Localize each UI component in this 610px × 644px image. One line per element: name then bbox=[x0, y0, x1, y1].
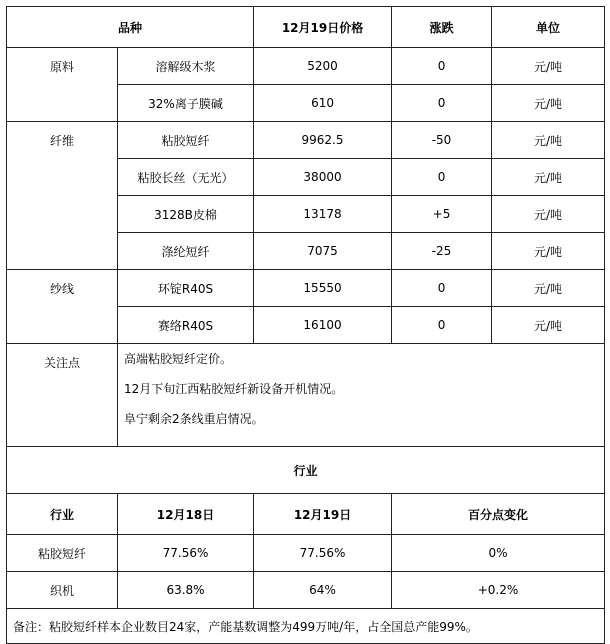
rate-change: 0% bbox=[392, 535, 605, 572]
header-unit: 单位 bbox=[492, 7, 605, 48]
category-raw-material: 原料 bbox=[7, 48, 118, 122]
category-fiber: 纤维 bbox=[7, 122, 118, 270]
header-price: 12月19日价格 bbox=[254, 7, 392, 48]
price-value: 610 bbox=[254, 85, 392, 122]
variety-name: 粘胶长丝（无光） bbox=[118, 159, 254, 196]
header-dec19: 12月19日 bbox=[254, 494, 392, 535]
unit-value: 元/吨 bbox=[492, 85, 605, 122]
table-row bbox=[7, 572, 605, 609]
unit-value: 元/吨 bbox=[492, 233, 605, 270]
industry-section-title: 行业 bbox=[7, 447, 605, 494]
price-value: 7075 bbox=[254, 233, 392, 270]
price-value: 15550 bbox=[254, 270, 392, 307]
header-change: 涨跌 bbox=[392, 7, 492, 48]
price-header-row bbox=[7, 7, 605, 48]
rate-dec18: 63.8% bbox=[118, 572, 254, 609]
price-value: 38000 bbox=[254, 159, 392, 196]
category-yarn: 纱线 bbox=[7, 270, 118, 344]
focus-note: 高端粘胶短纤定价。 bbox=[124, 352, 233, 366]
rate-dec19: 64% bbox=[254, 572, 392, 609]
note-row bbox=[7, 609, 605, 644]
change-value: 0 bbox=[392, 159, 492, 196]
unit-value: 元/吨 bbox=[492, 307, 605, 344]
change-value: 0 bbox=[392, 85, 492, 122]
unit-value: 元/吨 bbox=[492, 122, 605, 159]
price-value: 9962.5 bbox=[254, 122, 392, 159]
change-value: 0 bbox=[392, 270, 492, 307]
price-value: 13178 bbox=[254, 196, 392, 233]
price-value: 5200 bbox=[254, 48, 392, 85]
unit-value: 元/吨 bbox=[492, 48, 605, 85]
table-row bbox=[7, 270, 605, 307]
industry-header-row bbox=[7, 494, 605, 535]
table-row bbox=[7, 122, 605, 159]
price-report bbox=[6, 6, 604, 644]
table-row bbox=[7, 48, 605, 85]
change-value: 0 bbox=[392, 307, 492, 344]
header-industry: 行业 bbox=[7, 494, 118, 535]
change-value: -25 bbox=[392, 233, 492, 270]
focus-label: 关注点 bbox=[7, 344, 118, 447]
variety-name: 环锭R40S bbox=[118, 270, 254, 307]
rate-dec19: 77.56% bbox=[254, 535, 392, 572]
change-value: -50 bbox=[392, 122, 492, 159]
variety-name: 粘胶短纤 bbox=[118, 122, 254, 159]
variety-name: 溶解级木浆 bbox=[118, 48, 254, 85]
change-value: +5 bbox=[392, 196, 492, 233]
variety-name: 32%离子膜碱 bbox=[118, 85, 254, 122]
header-pct-change: 百分点变化 bbox=[392, 494, 605, 535]
variety-name: 涤纶短纤 bbox=[118, 233, 254, 270]
focus-note: 阜宁剩余2条线重启情况。 bbox=[124, 412, 264, 426]
focus-note: 12月下旬江西粘胶短纤新设备开机情况。 bbox=[124, 382, 344, 396]
industry-section-row bbox=[7, 447, 605, 494]
header-dec18: 12月18日 bbox=[118, 494, 254, 535]
focus-notes bbox=[118, 344, 605, 447]
price-table bbox=[6, 6, 605, 644]
rate-dec18: 77.56% bbox=[118, 535, 254, 572]
price-value: 16100 bbox=[254, 307, 392, 344]
table-row bbox=[7, 535, 605, 572]
unit-value: 元/吨 bbox=[492, 270, 605, 307]
footnote: 备注：粘胶短纤样本企业数目24家，产能基数调整为499万吨/年，占全国总产能99%。 bbox=[7, 609, 605, 644]
industry-name: 粘胶短纤 bbox=[7, 535, 118, 572]
variety-name: 赛络R40S bbox=[118, 307, 254, 344]
variety-name: 3128B皮棉 bbox=[118, 196, 254, 233]
unit-value: 元/吨 bbox=[492, 159, 605, 196]
focus-row bbox=[7, 344, 605, 447]
industry-name: 织机 bbox=[7, 572, 118, 609]
unit-value: 元/吨 bbox=[492, 196, 605, 233]
header-variety: 品种 bbox=[7, 7, 254, 48]
change-value: 0 bbox=[392, 48, 492, 85]
rate-change: +0.2% bbox=[392, 572, 605, 609]
